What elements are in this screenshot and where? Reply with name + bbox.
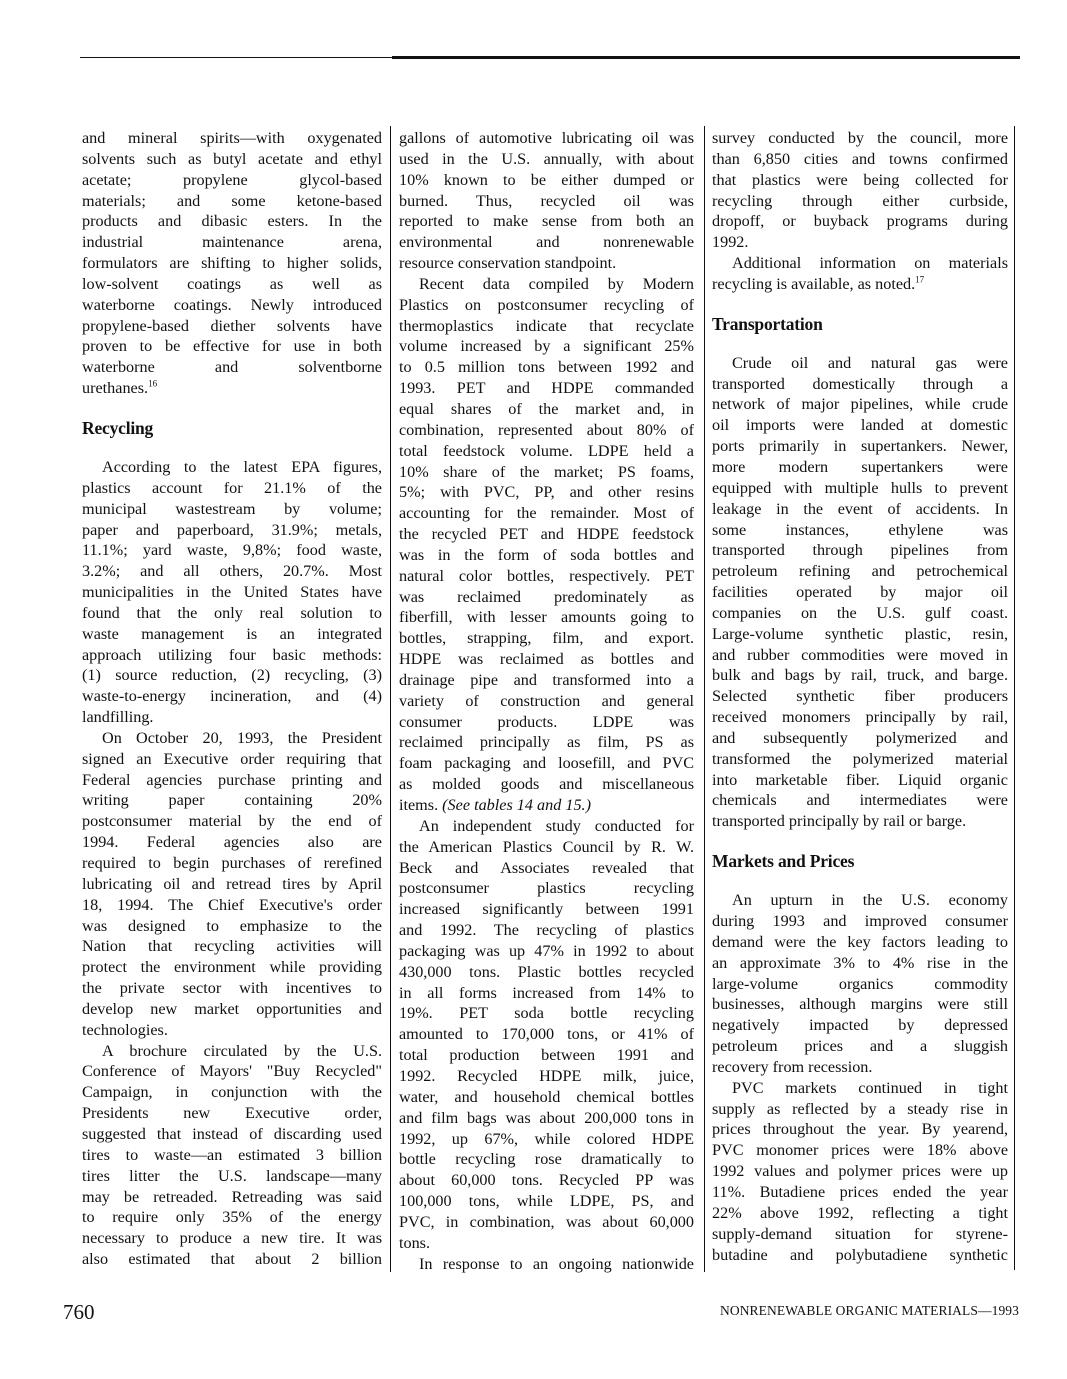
text-line: 1994. Federal agencies also are	[82, 833, 382, 852]
text-line: dropoff, or buyback programs during	[712, 212, 1008, 231]
text-line: companies on the U.S. gulf coast.	[712, 603, 1008, 622]
text-line: the recycled PET and HDPE feedstock	[399, 525, 694, 544]
footnote-ref-17: 17	[915, 274, 925, 285]
text-line: Plastics on postconsumer recycling of	[399, 295, 694, 314]
text-line: transported domestically through a	[712, 374, 1008, 393]
text-line: An independent study conducted for	[419, 816, 694, 835]
text-line: Selected synthetic fiber producers	[712, 687, 1008, 706]
text-line: network of major pipelines, while crude	[712, 395, 1008, 414]
text-line: 3.2%; and all others, 20.7%. Most	[82, 562, 382, 581]
text-line: solvents such as butyl acetate and ethyl	[82, 149, 382, 168]
paragraph-lubricating-oil	[399, 128, 694, 274]
text-line: increased significantly between 1991	[399, 900, 694, 919]
text-line: paper and paperboard, 31.9%; metals,	[82, 520, 382, 539]
text-line: formulators are shifting to higher solids,	[82, 254, 382, 273]
text-line: supply-demand situation for styrene-	[712, 1224, 1008, 1243]
text-line: bottles, strapping, film, and export.	[399, 629, 694, 648]
text-line: A brochure circulated by the U.S.	[102, 1041, 382, 1060]
text-line: to 0.5 million tons between 1992 and	[399, 358, 694, 377]
text-line: transported principally by rail or barge.	[712, 812, 967, 831]
text-line: acetate; propylene glycol-based	[82, 170, 382, 189]
text-line: protect the environment while providing	[82, 958, 382, 977]
text-line: Beck and Associates revealed that	[399, 858, 694, 877]
text-line: was reclaimed predominately as	[399, 587, 694, 606]
text-line: 5%; with PVC, PP, and other resins	[399, 483, 694, 502]
running-footer-title: NONRENEWABLE ORGANIC MATERIALS—1993	[720, 1303, 1019, 1318]
text-line: natural color bottles, respectively. PET	[399, 566, 694, 585]
text-line: suggested that instead of discarding used	[82, 1124, 382, 1143]
text-line: PVC, in combination, was about 60,000	[399, 1212, 694, 1231]
text-line: tires litter the U.S. landscape—many	[82, 1166, 382, 1185]
text-line: was designed to emphasize to the	[82, 916, 382, 935]
column-divider-2	[704, 126, 705, 1272]
text-line: municipal wastestream by volume;	[82, 499, 382, 518]
text-line: 100,000 tons, while LDPE, PS, and	[399, 1192, 694, 1211]
text-line: also estimated that about 2 billion	[82, 1250, 382, 1269]
text-line: chemicals and intermediates were	[712, 791, 1008, 810]
text-line: bottle recycling rose dramatically to	[399, 1150, 694, 1169]
text-line: water, and household chemical bottles	[399, 1087, 694, 1106]
text-line: Additional information on materials	[732, 254, 1008, 273]
text-line: leakage in the event of accidents. In	[712, 499, 1008, 518]
text-line: An upturn in the U.S. economy	[732, 891, 1008, 910]
text-line: signed an Executive order requiring that	[82, 749, 382, 768]
text-line: tires to waste—an estimated 3 billion	[82, 1145, 382, 1164]
text-line: PVC markets continued in tight	[732, 1078, 1008, 1097]
header-rule-thick	[392, 56, 1020, 59]
text-line: and rubber commodities were moved in	[712, 645, 1008, 664]
text-line: transformed the polymerized material	[712, 749, 1008, 768]
text-line: industrial maintenance arena,	[82, 233, 382, 252]
text-line: 10% known to be either dumped or	[399, 170, 694, 189]
column-divider-1	[390, 126, 391, 1272]
text-line: Large-volume synthetic plastic, resin,	[712, 624, 1008, 643]
text-line: Crude oil and natural gas were	[732, 353, 1008, 372]
text-line: large-volume organics commodity	[712, 974, 1008, 993]
text-line: (1) source reduction, (2) recycling, (3)	[82, 666, 382, 685]
paragraph-economy-upturn	[712, 890, 1008, 1078]
text-line: bulk and bags by rail, truck, and barge.	[712, 666, 1008, 685]
text-column-2	[399, 128, 694, 1274]
paragraph-nationwide-survey	[399, 1254, 694, 1275]
text-line: the American Plastics Council by R. W.	[399, 837, 694, 856]
text-line: materials; and some ketone-based	[82, 191, 382, 210]
text-line: gallons of automotive lubricating oil was	[399, 129, 694, 147]
paragraph-pvc-markets	[712, 1078, 1008, 1266]
text-line: total production between 1991 and	[399, 1046, 694, 1065]
text-line: thermoplastics indicate that recyclate	[399, 316, 694, 335]
text-line: about 60,000 tons. Recycled PP was	[399, 1171, 694, 1190]
paragraph-solvents	[82, 128, 382, 378]
text-line: prices throughout the year. By yearend,	[712, 1120, 1008, 1139]
text-line: required to begin purchases of rerefined	[82, 854, 382, 872]
text-line: 10% share of the market; PS foams,	[399, 462, 694, 481]
text-column-1	[82, 128, 382, 1270]
text-line: used in the U.S. annually, with about	[399, 149, 694, 168]
text-line: drainage pipe and transformed into a	[399, 670, 694, 689]
text-line: that plastics were being collected for	[712, 170, 1008, 189]
text-column-3	[712, 128, 1008, 1265]
text-line: and film bags was about 200,000 tons in	[399, 1108, 694, 1127]
text-line: develop new market opportunities and	[82, 999, 382, 1018]
text-line: Presidents new Executive order,	[82, 1104, 382, 1123]
text-line: and 1992. The recycling of plastics	[399, 921, 694, 940]
footnote-ref-16: 16	[148, 378, 158, 389]
text-line: burned. Thus, recycled oil was	[399, 191, 694, 210]
text-line: recycling through either curbside,	[712, 191, 1008, 210]
text-line: waste management is an integrated	[82, 624, 382, 643]
text-line: Campaign, in conjunction with the	[82, 1083, 382, 1102]
paragraph-buy-recycled	[82, 1041, 382, 1270]
text-line: 18, 1994. The Chief Executive's order	[82, 895, 382, 914]
text-line: 1992, up 67%, while colored HDPE	[399, 1129, 694, 1148]
text-line: 11.1%; yard waste, 9,8%; food waste,	[82, 541, 382, 560]
text-line: than 6,850 cities and towns confirmed	[712, 149, 1008, 168]
text-line: received monomers principally by rail,	[712, 708, 1008, 727]
text-line: waterborne coatings. Newly introduced	[82, 295, 382, 314]
text-line: technologies.	[82, 1020, 168, 1039]
text-line: waterborne and solventborne	[82, 358, 382, 377]
text-line: accounting for the remainder. Most of	[399, 504, 694, 523]
text-line: 1993. PET and HDPE commanded	[399, 379, 694, 398]
text-line: oil imports were landed at domestic	[712, 416, 1008, 435]
text-line: reclaimed principally as film, PS as	[399, 733, 694, 752]
text-line: tons.	[399, 1233, 431, 1252]
text-line: some instances, ethylene was	[712, 520, 1008, 539]
text-line: 19%. PET soda bottle recycling	[399, 1004, 694, 1023]
text-line: environmental and nonrenewable	[399, 233, 694, 252]
text-line: transported through pipelines from	[712, 541, 1008, 560]
text-line: the private sector with incentives to	[82, 979, 382, 998]
text-line: Federal agencies purchase printing and	[82, 770, 382, 789]
text-line: In response to an ongoing nationwide	[419, 1254, 694, 1273]
text-line: plastics account for 21.1% of the	[82, 478, 382, 497]
text-line: proven to be effective for use in both	[82, 337, 382, 356]
text-line: survey conducted by the council, more	[712, 129, 1008, 147]
text-line: may be retreaded. Retreading was said	[82, 1187, 382, 1206]
text-line: consumer products. LDPE was	[399, 712, 694, 731]
text-line: volume increased by a significant 25%	[399, 337, 694, 356]
text-line: foam packaging and loosefill, and PVC	[399, 754, 694, 773]
text-line: demand were the key factors leading to	[712, 932, 1008, 951]
text-line: fiberfill, with lesser amounts going to	[399, 608, 694, 627]
text-line: variety of construction and general	[399, 691, 694, 710]
text-line: facilities operated by major oil	[712, 583, 1008, 602]
text-line: necessary to produce a new tire. It was	[82, 1229, 382, 1248]
text-line: and subsequently polymerized and	[712, 728, 1008, 747]
text-line: and mineral spirits—with oxygenated	[82, 129, 382, 147]
text-line: Conference of Mayors' "Buy Recycled"	[82, 1062, 382, 1081]
text-line: 1992 values and polymer prices were up	[712, 1162, 1008, 1181]
text-line: urethanes.$^{16}$	[82, 378, 158, 398]
text-line: municipalities in the United States have	[82, 583, 382, 602]
column-divider-3	[1014, 126, 1015, 1270]
text-line: 1992. Recycled HDPE milk, juice,	[399, 1066, 694, 1085]
text-line: equal shares of the market and, in	[399, 399, 694, 418]
text-line: Recent data compiled by Modern	[419, 274, 694, 293]
text-line: more modern supertankers were	[712, 457, 1008, 476]
section-heading-transportation: Transportation	[712, 313, 823, 334]
text-line: total feedstock volume. LDPE held a	[399, 441, 694, 460]
text-line: amounted to 170,000 tons, or 41% of	[399, 1025, 694, 1044]
text-line: was in the form of soda bottles and	[399, 545, 694, 564]
text-line: equipped with multiple hulls to prevent	[712, 478, 1008, 497]
text-line: On October 20, 1993, the President	[102, 728, 382, 747]
text-line: resource conservation standpoint.	[399, 254, 617, 273]
text-line: negatively impacted by depressed	[712, 1016, 1008, 1035]
text-line: 11%. Butadiene prices ended the year	[712, 1182, 1008, 1201]
text-line: postconsumer plastics recycling	[399, 879, 694, 898]
text-line: approach utilizing four basic methods:	[82, 645, 382, 664]
text-line: PVC monomer prices were 18% above	[712, 1141, 1008, 1160]
section-heading-recycling: Recycling	[82, 417, 154, 438]
paragraph-modern-plastics	[399, 274, 694, 795]
text-line: lubricating oil and retread tires by April	[82, 874, 382, 893]
text-line: recycling is available, as noted.$^{17}$	[712, 274, 925, 293]
paragraph-epa-figures	[82, 457, 382, 728]
text-line: an approximate 3% to 4% rise in the	[712, 953, 1008, 972]
text-line: items. (See tables 14 and 15.)	[399, 796, 591, 814]
text-line: into marketable fiber. Liquid organic	[712, 770, 1008, 789]
text-line: petroleum prices and a sluggish	[712, 1037, 1008, 1056]
section-heading-markets-prices: Markets and Prices	[712, 851, 855, 872]
text-line: packaging was up 47% in 1992 to about	[399, 941, 694, 960]
paragraph-plastics-council	[399, 816, 694, 1254]
text-line: According to the latest EPA figures,	[102, 457, 382, 476]
page-number: 760	[63, 1300, 95, 1324]
text-line: landfilling.	[82, 708, 154, 727]
text-line: supply as reflected by a steady rise in	[712, 1099, 1008, 1118]
text-line: recovery from recession.	[712, 1057, 873, 1076]
text-line: postconsumer material by the end of	[82, 812, 382, 831]
text-line: reported to make sense from both an	[399, 212, 694, 231]
text-line: petroleum refining and petrochemical	[712, 562, 1008, 581]
text-line: 430,000 tons. Plastic bottles recycled	[399, 962, 694, 981]
text-line: products and dibasic esters. In the	[82, 212, 382, 231]
text-line: in all forms increased from 14% to	[399, 983, 694, 1002]
text-line: as molded goods and miscellaneous	[399, 775, 694, 794]
text-line: found that the only real solution to	[82, 603, 382, 622]
text-line: propylene-based diether solvents have	[82, 316, 382, 335]
text-line: 22% above 1992, reflecting a tight	[712, 1203, 1008, 1222]
text-line: Nation that recycling activities will	[82, 937, 382, 956]
text-line: 1992.	[712, 233, 749, 252]
text-line: combination, represented about 80% of	[399, 420, 694, 439]
table-reference: (See tables 14 and 15.)	[442, 796, 591, 814]
text-line: businesses, although margins were still	[712, 995, 1008, 1014]
paragraph-crude-oil	[712, 353, 1008, 832]
text-line: butadine and polybutadiene synthetic	[712, 1245, 1008, 1264]
text-line: waste-to-energy incineration, and (4)	[82, 687, 382, 706]
text-line: HDPE was reclaimed as bottles and	[399, 650, 694, 669]
text-line: ports primarily in supertankers. Newer,	[712, 437, 1008, 456]
paragraph-survey-results	[712, 128, 1008, 253]
text-line: writing paper containing 20%	[82, 791, 382, 810]
paragraph-executive-order	[82, 728, 382, 1041]
text-line: low-solvent coatings as well as	[82, 274, 382, 293]
text-line: during 1993 and improved consumer	[712, 912, 1008, 930]
text-line: to require only 35% of the energy	[82, 1208, 382, 1227]
